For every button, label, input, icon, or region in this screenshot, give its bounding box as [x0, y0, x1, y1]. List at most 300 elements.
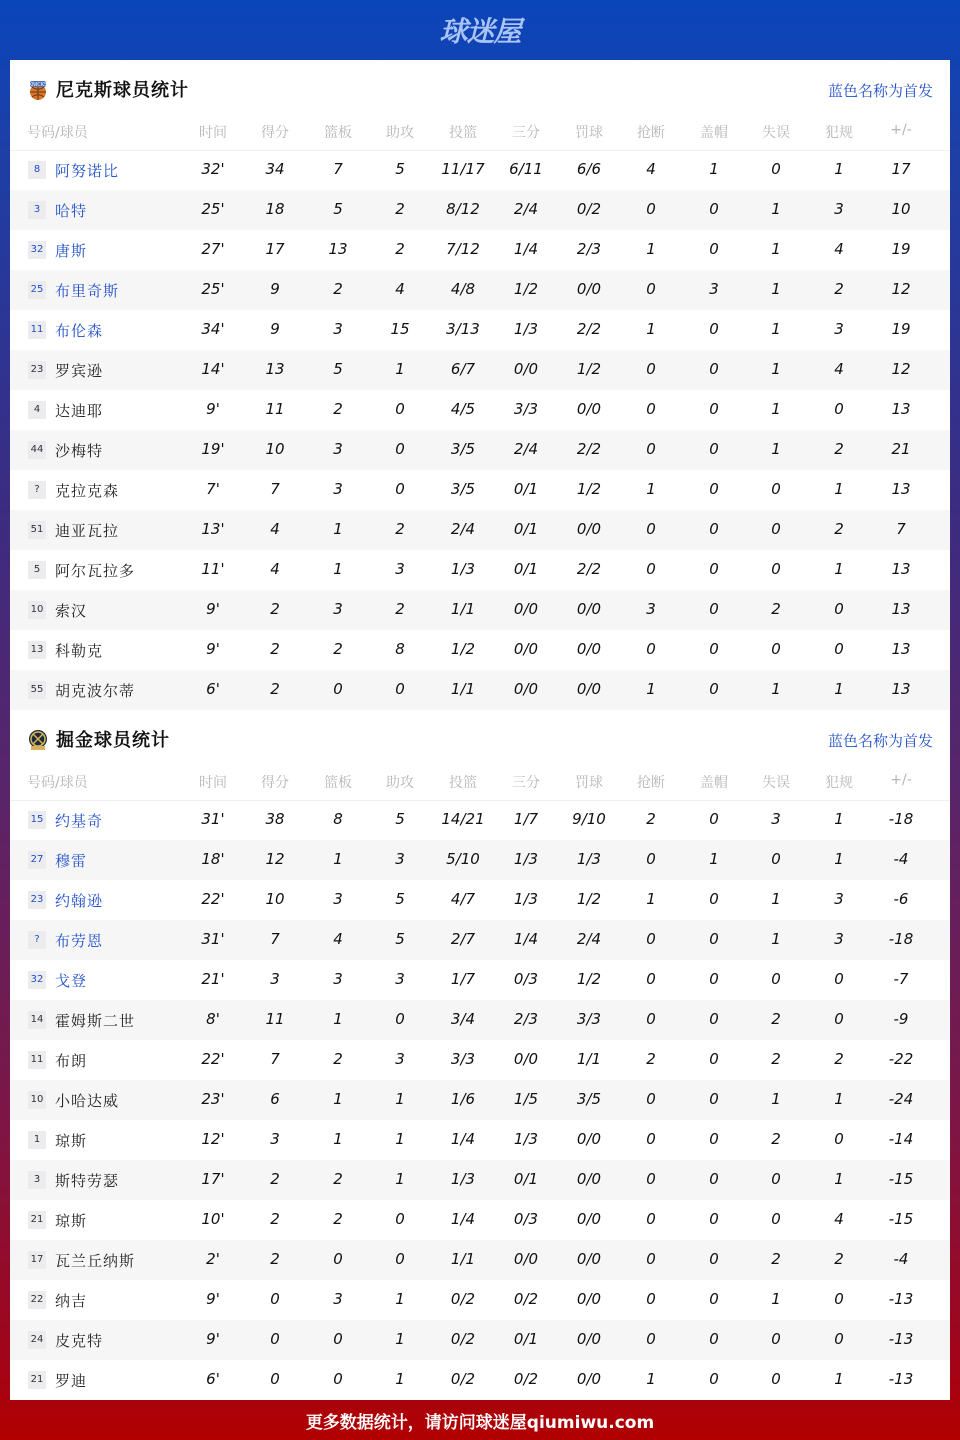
player-name[interactable]: 克拉克森 [55, 482, 120, 500]
stat-cell: 1/3 [513, 320, 539, 338]
stat-cell: 1/3 [576, 850, 602, 868]
player-row[interactable] [10, 1320, 950, 1360]
stat-cell: 0 [646, 1170, 656, 1188]
stat-cell: 3 [333, 1290, 343, 1308]
stat-cell: 0 [646, 440, 656, 458]
column-header[interactable]: 罚球 [575, 775, 603, 791]
footer-text: 更多数据统计，请访问球迷屋qiumiwu.com [305, 1412, 655, 1433]
player-row[interactable] [10, 430, 950, 470]
stat-cell: 0 [834, 1010, 844, 1028]
stat-cell: 32' [201, 160, 225, 178]
stat-cell: 19 [891, 240, 911, 258]
stat-cell: 0 [709, 1330, 719, 1348]
stat-cell: 14' [201, 360, 225, 378]
stat-cell: 2 [270, 680, 280, 698]
column-header[interactable]: 得分 [261, 775, 289, 791]
stat-cell: 1 [646, 680, 656, 698]
stat-cell: 15 [390, 320, 410, 338]
stat-cell: 2 [834, 1250, 844, 1268]
player-row[interactable] [10, 670, 950, 710]
stat-cell: 7 [896, 520, 906, 538]
stat-cell: 0/1 [513, 1170, 539, 1188]
player-name[interactable]: 罗迪 [55, 1372, 88, 1390]
column-header[interactable]: 助攻 [386, 125, 414, 141]
stat-cell: 1 [395, 1330, 405, 1348]
column-header[interactable]: 抢断 [637, 125, 665, 141]
player-row[interactable] [10, 350, 950, 390]
stat-cell: 0/2 [513, 1370, 539, 1388]
stat-cell: 1 [834, 1090, 844, 1108]
player-name[interactable]: 约基奇 [55, 812, 104, 830]
stat-cell: 2 [646, 1050, 656, 1068]
jersey-number-badge: 51 [28, 521, 46, 539]
stat-cell: -18 [888, 930, 914, 948]
player-name[interactable]: 小哈达威 [55, 1092, 120, 1110]
column-header[interactable]: 抢断 [637, 775, 665, 791]
stat-cell: 6/7 [450, 360, 476, 378]
stat-cell: -13 [888, 1290, 914, 1308]
stat-cell: 0 [709, 1250, 719, 1268]
stat-cell: 1 [771, 1290, 781, 1308]
footer-banner[interactable] [0, 1400, 960, 1440]
stat-cell: 0 [834, 1290, 844, 1308]
stat-cell: 2 [395, 240, 405, 258]
stat-cell: 1/4 [513, 240, 539, 258]
jersey-number-badge: 32 [28, 241, 46, 259]
stat-cell: 0 [646, 970, 656, 988]
stat-cell: 0 [771, 480, 781, 498]
player-name[interactable]: 阿尔瓦拉多 [55, 562, 136, 580]
team-section-header [10, 60, 950, 120]
player-name[interactable]: 阿努诺比 [55, 162, 120, 180]
player-row[interactable] [10, 1280, 950, 1320]
stat-cell: 10 [891, 200, 911, 218]
column-header[interactable]: 时间 [199, 125, 227, 141]
column-header[interactable]: 投篮 [449, 775, 477, 791]
jersey-number-badge: 10 [28, 601, 46, 619]
player-row[interactable] [10, 230, 950, 270]
stat-cell: 3/5 [450, 480, 476, 498]
stat-cell: 0/1 [513, 520, 539, 538]
stat-cell: 1 [834, 1370, 844, 1388]
column-header: 号码/球员 [27, 775, 88, 791]
stat-cell: 0 [709, 810, 719, 828]
stat-cell: 3/3 [450, 1050, 476, 1068]
stat-cell: 3 [834, 320, 844, 338]
player-name[interactable]: 哈特 [55, 202, 88, 220]
stat-cell: 0 [709, 1010, 719, 1028]
column-header[interactable]: 犯规 [825, 125, 853, 141]
stat-cell: 2/4 [576, 930, 602, 948]
stat-cell: 1 [333, 560, 343, 578]
column-header-row [10, 120, 950, 151]
stat-cell: -15 [888, 1170, 914, 1188]
player-name[interactable]: 纳吉 [55, 1292, 88, 1310]
player-row[interactable] [10, 960, 950, 1000]
stat-cell: 1 [395, 1170, 405, 1188]
column-header[interactable]: 三分 [512, 125, 540, 141]
player-name[interactable]: 科勒克 [55, 642, 104, 660]
player-row[interactable] [10, 1080, 950, 1120]
player-row[interactable] [10, 1360, 950, 1400]
stat-cell: 5 [395, 930, 405, 948]
stat-cell: 0 [646, 200, 656, 218]
stat-cell: 2 [771, 1250, 781, 1268]
stat-cell: 5 [395, 890, 405, 908]
stat-cell: 0 [270, 1370, 280, 1388]
starter-legend-note: 蓝色名称为首发 [827, 82, 933, 100]
player-name[interactable]: 皮克特 [55, 1332, 104, 1350]
stat-cell: 3 [395, 1050, 405, 1068]
player-name[interactable]: 罗宾逊 [55, 362, 104, 380]
jersey-number-badge: 8 [28, 161, 46, 179]
column-header[interactable]: 犯规 [825, 775, 853, 791]
stat-cell: 1/4 [450, 1210, 476, 1228]
player-row[interactable] [10, 1240, 950, 1280]
player-row[interactable] [10, 1200, 950, 1240]
player-name[interactable]: 约翰逊 [55, 892, 104, 910]
stat-cell: 19 [891, 320, 911, 338]
stat-cell: 18 [265, 200, 285, 218]
stat-cell: 0/0 [513, 1050, 539, 1068]
player-name[interactable]: 穆雷 [55, 852, 88, 870]
column-header[interactable]: 时间 [199, 775, 227, 791]
stat-cell: 6/11 [509, 160, 543, 178]
stat-cell: 2/3 [576, 240, 602, 258]
svg-text:KNICKS: KNICKS [28, 82, 48, 88]
stat-cell: 0/0 [576, 1170, 602, 1188]
jersey-number-badge: 10 [28, 1091, 46, 1109]
stat-cell: 2 [395, 520, 405, 538]
stat-cell: 0/1 [513, 480, 539, 498]
stat-cell: 1 [395, 360, 405, 378]
stat-cell: 3/3 [576, 1010, 602, 1028]
stat-cell: 8 [395, 640, 405, 658]
column-header[interactable]: 罚球 [575, 125, 603, 141]
stat-cell: 2 [270, 1250, 280, 1268]
player-row[interactable] [10, 800, 950, 840]
stat-cell: 0/0 [513, 600, 539, 618]
stat-cell: 13 [265, 360, 285, 378]
player-row[interactable] [10, 1000, 950, 1040]
stat-cell: 22' [201, 890, 225, 908]
stat-cell: 1 [834, 850, 844, 868]
player-row[interactable] [10, 1120, 950, 1160]
column-header[interactable]: 投篮 [449, 125, 477, 141]
stat-cell: 0 [709, 480, 719, 498]
stat-cell: 1 [395, 1130, 405, 1148]
stat-cell: 0 [646, 1330, 656, 1348]
stat-cell: 17' [201, 1170, 225, 1188]
stat-cell: 12 [265, 850, 285, 868]
stat-cell: 34' [201, 320, 225, 338]
stat-cell: 2/4 [450, 520, 476, 538]
jersey-number-badge: ? [28, 931, 46, 949]
stat-cell: 0 [771, 1330, 781, 1348]
column-header[interactable]: 盖帽 [700, 775, 728, 791]
stat-cell: -14 [888, 1130, 914, 1148]
stat-cell: 1 [709, 850, 719, 868]
stat-cell: -22 [888, 1050, 914, 1068]
stat-cell: 0 [709, 930, 719, 948]
stat-cell: 11 [265, 1010, 285, 1028]
stat-cell: 0/0 [576, 680, 602, 698]
jersey-number-badge: 1 [28, 1131, 46, 1149]
stat-cell: 25' [201, 200, 225, 218]
stat-cell: 0/0 [576, 1370, 602, 1388]
player-row[interactable] [10, 1160, 950, 1200]
starter-legend-note: 蓝色名称为首发 [827, 732, 933, 750]
player-row[interactable] [10, 190, 950, 230]
player-row[interactable] [10, 590, 950, 630]
jersey-number-badge: 3 [28, 1171, 46, 1189]
player-name[interactable]: 霍姆斯二世 [55, 1012, 136, 1030]
stat-cell: 1 [771, 360, 781, 378]
stat-cell: 0/3 [513, 970, 539, 988]
column-header[interactable]: +/- [890, 772, 912, 788]
stat-cell: 0 [709, 520, 719, 538]
site-logo [0, 0, 960, 60]
stat-cell: 0 [834, 1330, 844, 1348]
stat-cell: 0 [646, 400, 656, 418]
player-row[interactable] [10, 390, 950, 430]
stat-cell: 31' [201, 930, 225, 948]
stat-cell: 0 [834, 1130, 844, 1148]
stat-cell: 9 [270, 280, 280, 298]
player-name[interactable]: 戈登 [55, 972, 88, 990]
column-header: 号码/球员 [27, 125, 88, 141]
stat-cell: -6 [893, 890, 909, 908]
stat-cell: 0 [395, 400, 405, 418]
stat-cell: 0 [646, 1250, 656, 1268]
player-row[interactable] [10, 920, 950, 960]
stat-cell: 0 [709, 1090, 719, 1108]
player-name[interactable]: 布劳恩 [55, 932, 104, 950]
player-row[interactable] [10, 880, 950, 920]
jersey-number-badge: 3 [28, 201, 46, 219]
stat-cell: 3 [333, 440, 343, 458]
player-row[interactable] [10, 310, 950, 350]
stat-cell: 7 [333, 160, 343, 178]
stat-cell: 0 [646, 640, 656, 658]
stat-cell: 1/1 [450, 1250, 476, 1268]
stat-cell: 2 [834, 1050, 844, 1068]
jersey-number-badge: 55 [28, 681, 46, 699]
stat-cell: 3 [333, 970, 343, 988]
column-header[interactable]: 失误 [762, 125, 790, 141]
stat-cell: 4 [646, 160, 656, 178]
stat-cell: 0 [709, 1130, 719, 1148]
stat-cell: 0 [709, 1210, 719, 1228]
jersey-number-badge: 21 [28, 1211, 46, 1229]
stat-cell: 13 [891, 680, 911, 698]
stat-cell: 1 [646, 890, 656, 908]
player-name[interactable]: 斯特劳瑟 [55, 1172, 120, 1190]
column-header[interactable]: 篮板 [324, 125, 352, 141]
stat-cell: 3 [395, 970, 405, 988]
stat-cell: 22' [201, 1050, 225, 1068]
player-name[interactable]: 琼斯 [55, 1132, 88, 1150]
stat-cell: 0 [709, 680, 719, 698]
player-name[interactable]: 达迪耶 [55, 402, 104, 420]
player-row[interactable] [10, 510, 950, 550]
stat-cell: 4 [834, 360, 844, 378]
stat-cell: 13 [328, 240, 348, 258]
stat-cell: 7' [206, 480, 220, 498]
stat-cell: 6 [270, 1090, 280, 1108]
stat-cell: 21' [201, 970, 225, 988]
stat-cell: 1/4 [513, 930, 539, 948]
column-header[interactable]: +/- [890, 122, 912, 138]
nuggets-logo-icon [27, 729, 49, 751]
jersey-number-badge: 5 [28, 561, 46, 579]
stat-cell: 0 [395, 1010, 405, 1028]
player-name[interactable]: 布伦森 [55, 322, 104, 340]
stat-cell: 0/0 [513, 640, 539, 658]
stat-cell: 0 [771, 970, 781, 988]
stat-cell: 3/3 [513, 400, 539, 418]
player-row[interactable] [10, 1040, 950, 1080]
stat-cell: 8/12 [446, 200, 480, 218]
stat-cell: 4 [834, 240, 844, 258]
stat-cell: 1 [395, 1370, 405, 1388]
stat-cell: 1/7 [513, 810, 539, 828]
stat-cell: 1/4 [450, 1130, 476, 1148]
stat-cell: 2 [333, 400, 343, 418]
stat-cell: 9' [206, 640, 220, 658]
stat-cell: 2/2 [576, 560, 602, 578]
stat-cell: 0 [646, 1290, 656, 1308]
stat-cell: 10 [265, 890, 285, 908]
stat-cell: 1/1 [450, 600, 476, 618]
stat-cell: 0 [395, 1250, 405, 1268]
stat-cell: 0 [709, 890, 719, 908]
stat-cell: 0 [709, 1170, 719, 1188]
player-name[interactable]: 沙梅特 [55, 442, 104, 460]
stat-cell: -24 [888, 1090, 914, 1108]
stat-cell: 4 [395, 280, 405, 298]
stat-cell: 10 [265, 440, 285, 458]
stat-cell: 1 [771, 440, 781, 458]
stat-cell: 1 [333, 520, 343, 538]
team-section-header [10, 710, 950, 770]
stat-cell: 9' [206, 1290, 220, 1308]
jersey-number-badge: 4 [28, 401, 46, 419]
stat-cell: 1 [771, 890, 781, 908]
stat-cell: 14/21 [441, 810, 485, 828]
stat-cell: 0 [709, 970, 719, 988]
player-stats-table [10, 150, 950, 710]
player-row[interactable] [10, 630, 950, 670]
player-name[interactable]: 瓦兰丘纳斯 [55, 1252, 136, 1270]
stat-cell: 6' [206, 680, 220, 698]
stat-cell: 1/3 [450, 560, 476, 578]
stat-cell: 0 [646, 1130, 656, 1148]
player-name[interactable]: 唐斯 [55, 242, 88, 260]
stat-cell: 0 [771, 560, 781, 578]
stat-cell: 4 [333, 930, 343, 948]
stat-cell: 0 [395, 440, 405, 458]
team-title: 尼克斯球员统计 [56, 80, 189, 101]
stat-cell: 3/5 [450, 440, 476, 458]
column-header[interactable]: 助攻 [386, 775, 414, 791]
stat-cell: 2 [270, 640, 280, 658]
stat-cell: 0/0 [513, 1250, 539, 1268]
stat-cell: 1 [771, 680, 781, 698]
player-name[interactable]: 琼斯 [55, 1212, 88, 1230]
stat-cell: 13 [891, 600, 911, 618]
player-row[interactable] [10, 150, 950, 190]
stat-cell: 3 [333, 890, 343, 908]
stat-cell: 0 [709, 640, 719, 658]
stat-cell: 1 [646, 240, 656, 258]
player-row[interactable] [10, 840, 950, 880]
player-row[interactable] [10, 550, 950, 590]
player-name[interactable]: 胡克波尔蒂 [55, 682, 136, 700]
site-logo-text: 球迷屋 [439, 15, 521, 48]
column-header[interactable]: 篮板 [324, 775, 352, 791]
stat-cell: 7 [270, 1050, 280, 1068]
stat-cell: 1/3 [513, 1130, 539, 1148]
column-header[interactable]: 失误 [762, 775, 790, 791]
jersey-number-badge: ? [28, 481, 46, 499]
stat-cell: 12 [891, 280, 911, 298]
stat-cell: 1 [333, 850, 343, 868]
stat-cell: 2 [395, 200, 405, 218]
column-header[interactable]: 盖帽 [700, 125, 728, 141]
stat-cell: -13 [888, 1370, 914, 1388]
column-header[interactable]: 得分 [261, 125, 289, 141]
stat-cell: 0/0 [576, 1130, 602, 1148]
stat-cell: 0/0 [576, 1330, 602, 1348]
stat-cell: 0/0 [576, 280, 602, 298]
stat-cell: 1 [771, 930, 781, 948]
stat-cell: 2/7 [450, 930, 476, 948]
player-name[interactable]: 迪亚瓦拉 [55, 522, 120, 540]
stat-cell: 0 [834, 970, 844, 988]
stat-cell: 1 [771, 320, 781, 338]
player-name[interactable]: 布里奇斯 [55, 282, 120, 300]
stat-cell: 0/0 [513, 680, 539, 698]
stat-cell: 9' [206, 1330, 220, 1348]
stat-cell: 4 [270, 520, 280, 538]
stat-cell: 1 [771, 200, 781, 218]
knicks-logo-icon [27, 79, 49, 101]
stat-cell: 31' [201, 810, 225, 828]
stat-cell: 4/7 [450, 890, 476, 908]
stat-cell: 0 [834, 400, 844, 418]
column-header-row [10, 770, 950, 801]
stat-cell: 1/1 [450, 680, 476, 698]
stat-cell: 0 [709, 360, 719, 378]
player-row[interactable] [10, 270, 950, 310]
stat-cell: 13 [891, 480, 911, 498]
stat-cell: 0 [709, 400, 719, 418]
player-row[interactable] [10, 470, 950, 510]
stat-cell: -4 [893, 850, 909, 868]
player-name[interactable]: 索汉 [55, 602, 88, 620]
stat-cell: 0 [646, 360, 656, 378]
stat-cell: 2 [333, 640, 343, 658]
stat-cell: 3 [395, 560, 405, 578]
stat-cell: 0 [709, 560, 719, 578]
player-name[interactable]: 布朗 [55, 1052, 88, 1070]
column-header[interactable]: 三分 [512, 775, 540, 791]
stat-cell: 1/2 [576, 890, 602, 908]
stats-card [10, 60, 950, 1400]
stat-cell: 3/4 [450, 1010, 476, 1028]
stat-cell: 1 [333, 1130, 343, 1148]
